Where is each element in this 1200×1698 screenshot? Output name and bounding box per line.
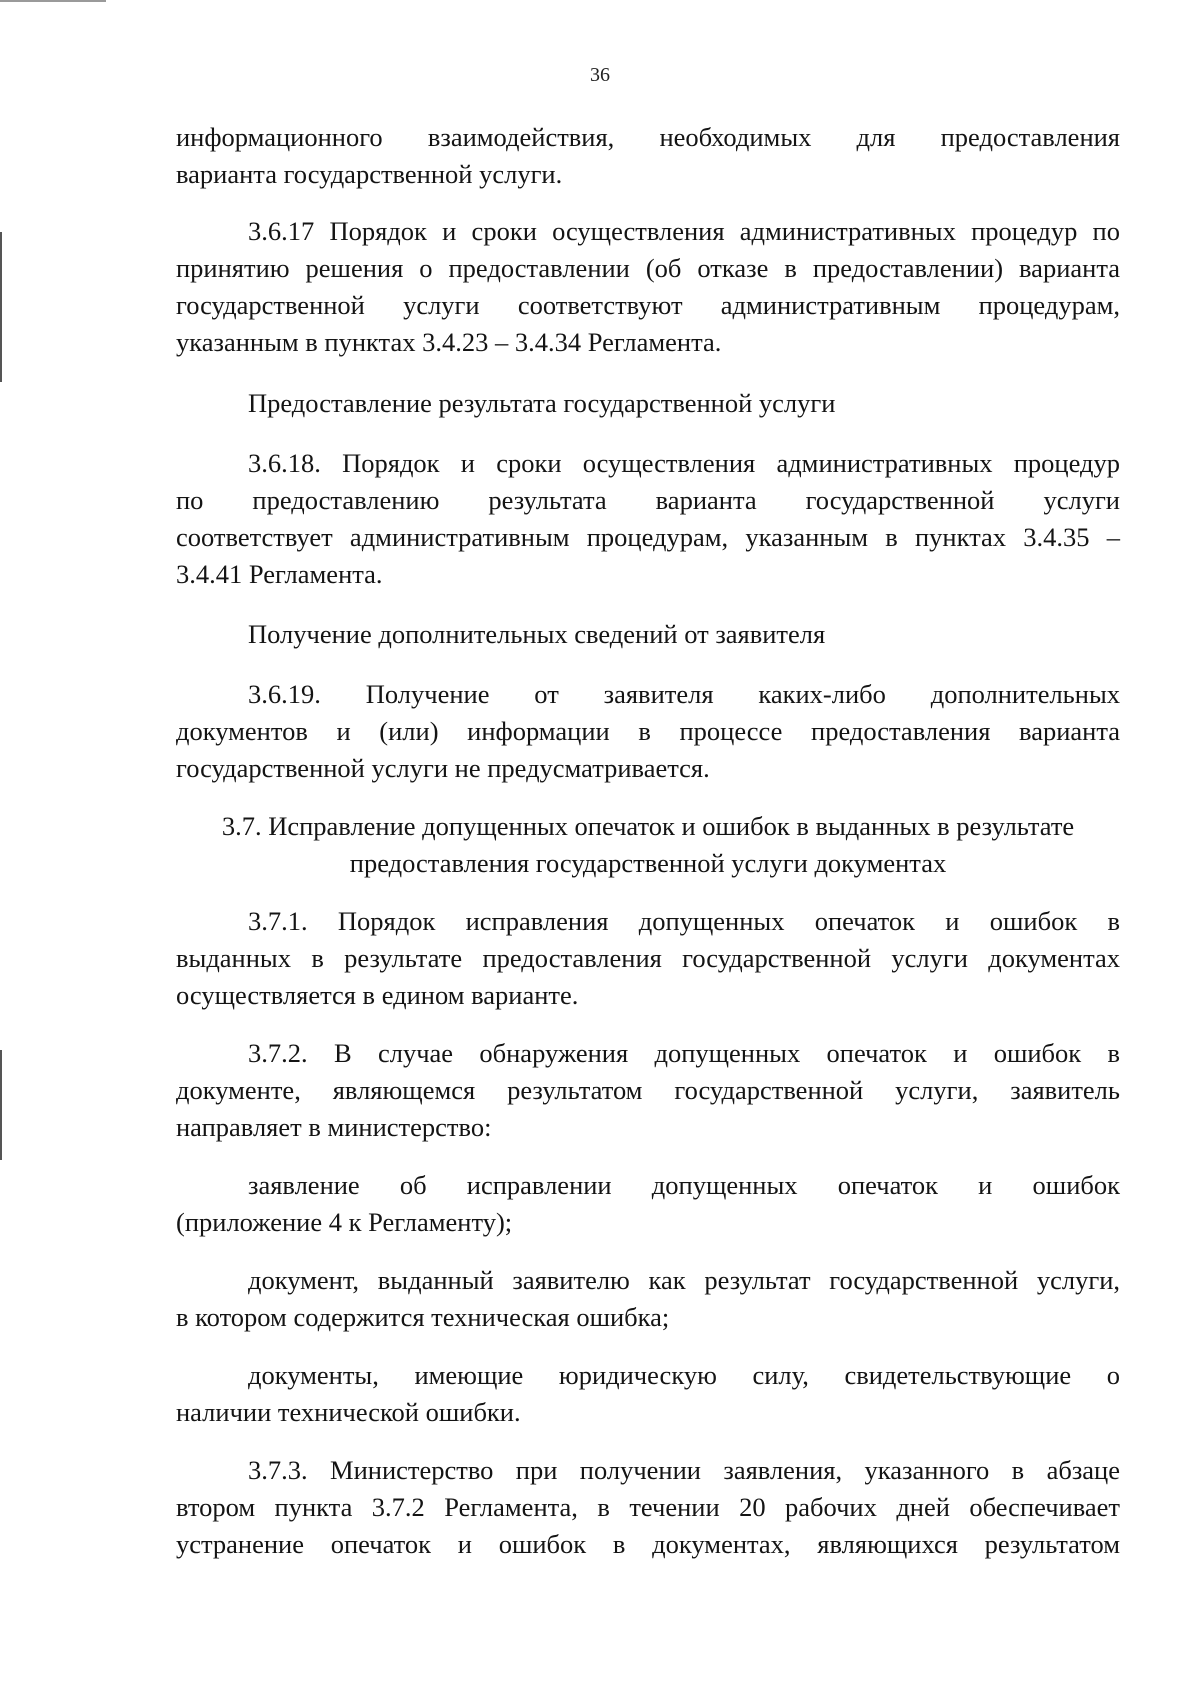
list-item-line: документ, выданный заявителю как результат государственной услуги,: [248, 1265, 1120, 1295]
scan-top-rule: [0, 0, 106, 2]
scan-edge-mark: [0, 232, 2, 382]
text-line: осуществляется в едином варианте.: [176, 980, 579, 1010]
list-item-line: наличии технической ошибки.: [176, 1397, 521, 1427]
text-line: государственной услуги не предусматривается.: [176, 753, 710, 783]
text-line: информационного взаимодействия, необходимых для предоставления: [176, 122, 1120, 152]
list-item-line: документы, имеющие юридическую силу, свидетельствующие о: [248, 1360, 1120, 1390]
section-heading: Получение дополнительных сведений от заявителя: [248, 619, 826, 649]
text-line: варианта государственной услуги.: [176, 159, 563, 189]
text-line: государственной услуги соответствуют административным процедурам,: [176, 290, 1120, 320]
text-line: документов и (или) информации в процессе предоставления варианта: [176, 716, 1120, 746]
text-line: по предоставлению результата варианта государственной услуги: [176, 485, 1120, 515]
text-line: соответствует административным процедурам, указанным в пунктах 3.4.35 –: [176, 522, 1120, 552]
text-line: 3.6.17 Порядок и сроки осуществления административных процедур по: [248, 216, 1120, 246]
text-line: устранение опечаток и ошибок в документах, являющихся результатом: [176, 1529, 1120, 1559]
page-number: 36: [590, 64, 610, 86]
text-line: указанным в пунктах 3.4.23 – 3.4.34 Регламента.: [176, 327, 722, 357]
list-item-line: заявление об исправлении допущенных опечаток и ошибок: [248, 1170, 1120, 1200]
text-line: втором пункта 3.7.2 Регламента, в течении 20 рабочих дней обеспечивает: [176, 1492, 1120, 1522]
text-line: 3.4.41 Регламента.: [176, 559, 383, 589]
text-line: 3.7.1. Порядок исправления допущенных опечаток и ошибок в: [248, 906, 1120, 936]
list-item-line: в котором содержится техническая ошибка;: [176, 1302, 670, 1332]
text-line: 3.6.18. Порядок и сроки осуществления административных процедур: [248, 448, 1120, 478]
text-line: 3.7.2. В случае обнаружения допущенных опечаток и ошибок в: [248, 1038, 1120, 1068]
text-line: документе, являющемся результатом государственной услуги, заявитель: [176, 1075, 1120, 1105]
section-heading: предоставления государственной услуги документах: [349, 848, 947, 878]
text-line: 3.6.19. Получение от заявителя каких-либо дополнительных: [248, 679, 1120, 709]
text-line: выданных в результате предоставления государственной услуги документах: [176, 943, 1120, 973]
section-heading: 3.7. Исправление допущенных опечаток и ошибок в выданных в результате: [221, 811, 1075, 841]
text-line: 3.7.3. Министерство при получении заявления, указанного в абзаце: [248, 1455, 1120, 1485]
section-heading: Предоставление результата государственной услуги: [248, 388, 836, 418]
text-line: направляет в министерство:: [176, 1112, 492, 1142]
scan-edge-mark: [0, 1050, 2, 1160]
list-item-line: (приложение 4 к Регламенту);: [176, 1207, 513, 1237]
text-line: принятию решения о предоставлении (об отказе в предоставлении) варианта: [176, 253, 1120, 283]
